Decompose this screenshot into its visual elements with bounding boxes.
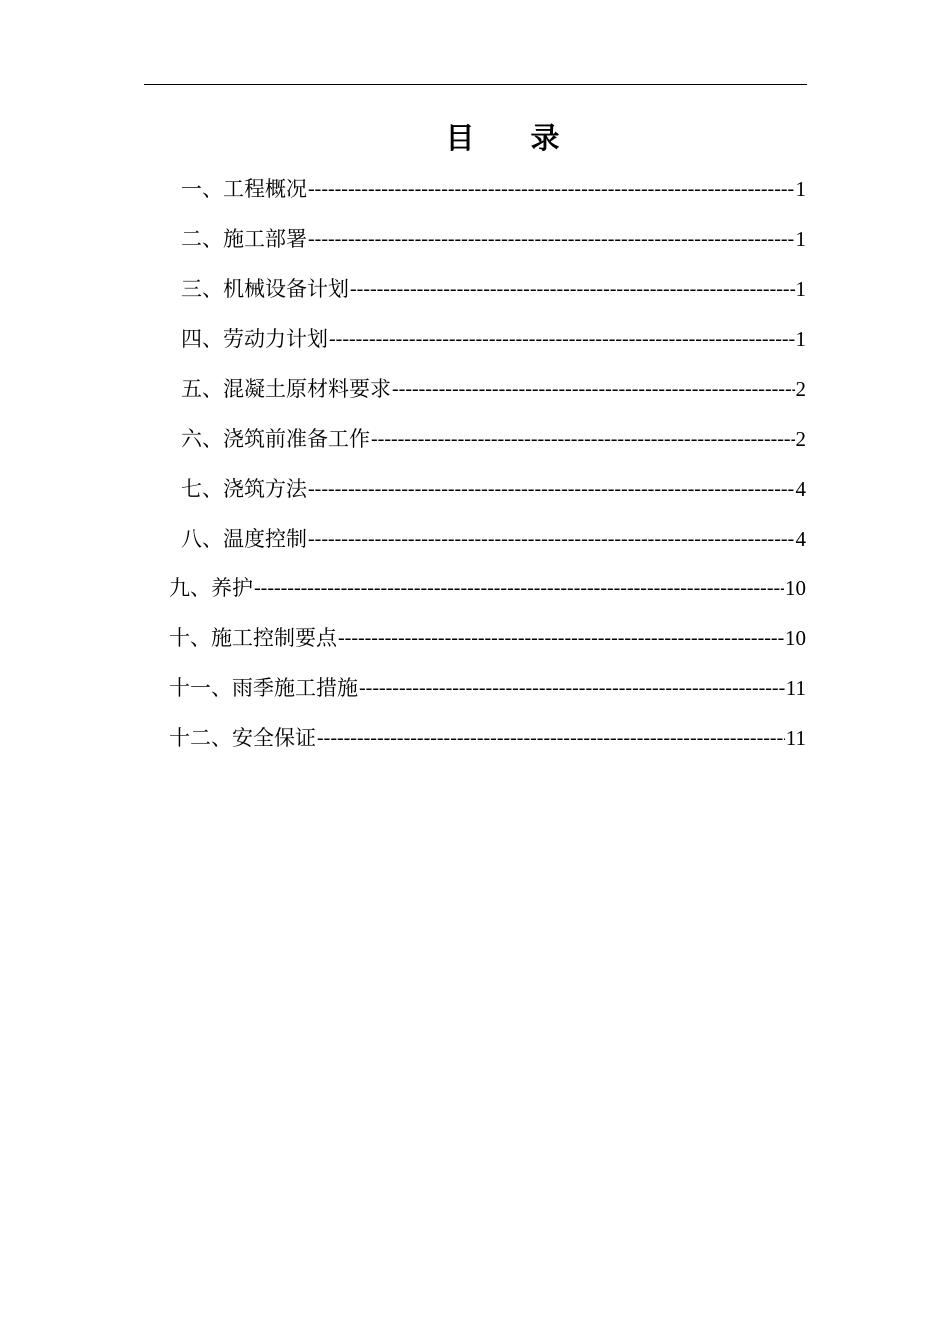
toc-entry-label: 十一、雨季施工措施 [169,676,358,700]
toc-entry[interactable] [181,520,806,554]
toc-entry-label: 十、施工控制要点 [169,626,337,650]
toc-leader [392,374,795,404]
toc-entry-label: 十二、安全保证 [169,726,316,750]
toc-entry-page: 11 [785,726,806,750]
toc-entry-page: 1 [795,227,806,251]
toc-entry-page: 4 [795,527,806,551]
toc-entry-label: 七、浇筑方法 [181,477,307,501]
toc-entry-label: 五、混凝土原材料要求 [181,377,391,401]
toc-entry-label: 二、施工部署 [181,227,307,251]
toc-leader [254,573,784,603]
toc-leader [317,723,785,753]
toc-entry[interactable] [181,220,806,254]
toc-entry-page: 1 [795,327,806,351]
toc-entry[interactable] [169,719,806,753]
toc-entry-page: 2 [795,427,806,451]
toc-entry-label: 六、浇筑前准备工作 [181,427,370,451]
toc-entry-label: 三、机械设备计划 [181,277,349,301]
toc-entry-label: 四、劳动力计划 [181,327,328,351]
toc-leader [350,274,795,304]
toc-leader [359,673,785,703]
toc-entry[interactable] [181,170,806,204]
toc-entry[interactable] [181,320,806,354]
page-title-part2: 录 [530,121,560,155]
toc-entry-page: 2 [795,377,806,401]
toc-leader [308,174,795,204]
toc-leader [308,474,795,504]
toc-leader [308,524,795,554]
toc-entry-page: 11 [785,676,806,700]
toc-entry-page: 10 [785,576,806,600]
toc-entry[interactable] [169,569,806,603]
toc-entry-page: 1 [795,277,806,301]
toc-entry-page: 4 [795,477,806,501]
toc-leader [371,424,795,454]
toc-entry[interactable] [181,470,806,504]
toc-entry-label: 八、温度控制 [181,527,307,551]
toc-entry-label: 一、工程概况 [181,177,307,201]
toc-leader [329,324,795,354]
toc-entry[interactable] [169,619,806,653]
page-title-part1: 目 [445,121,475,155]
toc-entry-page: 1 [795,177,806,201]
toc-entry-page: 10 [785,626,806,650]
toc-entry[interactable] [181,420,806,454]
toc-entry[interactable] [181,270,806,304]
toc-entry[interactable] [181,370,806,404]
toc-entry[interactable] [169,669,806,703]
toc-entry-label: 九、养护 [169,576,253,600]
toc-leader [338,623,784,653]
toc-leader [308,224,795,254]
